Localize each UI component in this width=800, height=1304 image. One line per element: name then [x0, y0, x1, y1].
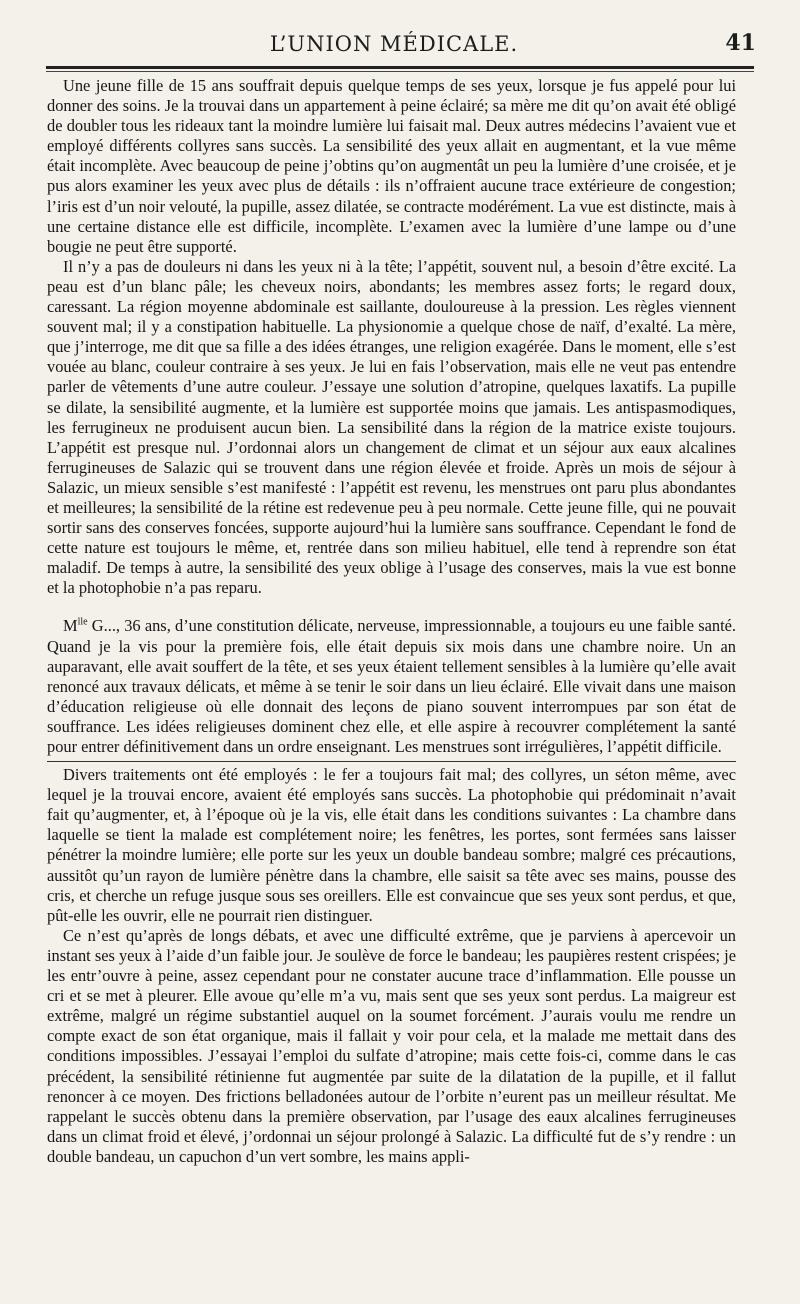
header-rule [46, 66, 754, 69]
paragraph-3-text: G..., 36 ans, d’une constitution délicate, nerveuse, impressionnable, a toujours eu une faible santé. Quand je la vis pour la première fois, elle était depuis six mois dans une chambre noire. Un an auparavant, elle avait souffert de la tête, et ses yeux étaient tellement sensibles à la lumière qu’elle avait renoncé aux travaux délicats, et même à se tenir le soir dans un lieu éclairé. Elle vivait dans une maison d’éducation religieuse où elle donnait des leçons de piano souvent interrompues par son état de souffrance. Les idées religieuses dominent chez elle, et elle aspire à recouvrer complétement la santé pour entrer définitivement dans un ordre enseignant. Les menstrues sont irrégulières, l’appétit difficile. [47, 616, 736, 756]
paragraph-3 [47, 616, 736, 757]
paragraph-2: Il n’y a pas de douleurs ni dans les yeux ni à la tête; l’appétit, souvent nul, a besoin d’être excité. La peau est d’un blanc pâle; les cheveux noirs, abondants; les membres assez forts; le regard doux, caressant. La région moyenne abdominale est saillante, douloureuse à la pression. Les règles viennent souvent mal; il y a constipation habituelle. La physionomie a quelque chose de naïf, d’exalté. La mère, que j’interroge, me dit que sa fille a des idées étranges, une religion exagérée. Dans le moment, elle s’est vouée au blanc, couleur contraire à ses yeux. Je lui en fais l’observation, mais elle ne veut pas entendre parler de vêtements d’une autre couleur. J’essaye une solution d’atropine, quelques laxatifs. La pupille se dilate, la sensibilité augmente, et la lumière est supportée moins que jamais. Les antispasmodiques, les ferrugineux ne produisent aucun bien. La sensibilité dans la région de la matrice existe toujours. L’appétit est presque nul. J’ordonnai alors un changement de climat et un séjour aux eaux alcalines ferrugineuses de Salazic qui se trouvent dans une région élevée et froide. Après un mois de séjour à Salazic, un mieux sensible s’est manifesté : l’appétit est revenu, les menstrues ont paru plus abondantes et meilleures; la sensibilité de la rétine est redevenue peu à peu normale. Cette jeune fille, qui ne pouvait sortir sans des conserves foncées, supporte aujourd’hui la lumière sans souffrance. Cependant le fond de cette nature est toujours le même, et, rentrée dans son milieu habituel, elle tend à reprendre son état maladif. De temps à autre, la sensibilité des yeux oblige à l’usage des conserves, mais la vue est bonne et la photophobie n’a pas reparu. [47, 256, 736, 598]
page-header [46, 28, 756, 64]
body-text [47, 76, 736, 1167]
case-prefix: M [63, 616, 78, 636]
paragraph-1: Une jeune fille de 15 ans souffrait depuis quelque temps de ses yeux, lorsque je fus appelé pour lui donner des soins. Je la trouvai dans un appartement à peine éclairé; sa mère me dit qu’on avait été obligé de doubler tous les rideaux tant la moindre lumière lui faisait mal. Deux autres médecins l’avaient vue et employé différents collyres sans succès. La sensibilité des yeux allait en augmentant, et la vue même était incomplète. Avec beaucoup de peine j’obtins qu’on augmentât un peu la lumière d’une croisée, et je pus alors examiner les yeux avec plus de détails : ils n’offraient aucune trace extérieure de congestion; l’iris est d’un noir velouté, la pupille, assez dilatée, se contracte modérément. La vue est distincte, mais à une certaine distance elle est difficile, incomplète. L’examen avec la lumière d’une lampe ou d’une bougie ne peut être supporté. [47, 76, 736, 256]
paragraph-4: Divers traitements ont été employés : le fer a toujours fait mal; des collyres, un séton même, avec lequel je la trouvai encore, avaient été employés sans succès. La photophobie qui prédominait n’avait fait qu’augmenter, et, à l’époque où je la vis, elle était dans les conditions suivantes : La chambre dans laquelle se tient la malade est complétement noire; les fenêtres, les portes, sont fermées sans laisser pénétrer la moindre lumière; elle porte sur les yeux un double bandeau sombre; malgré ces précautions, aussitôt qu’un rayon de lumière pénètre dans la chambre, elle saisit sa tête avec ses mains, pousse des cris, et cherche un refuge jusque sous ses oreillers. Elle est convaincue que ses yeux sont perdus, et que, pût-elle les ouvrir, elle ne pourrait rien distinguer. [47, 761, 736, 926]
header-rule-thin [46, 71, 754, 72]
running-head: L’UNION MÉDICALE. [269, 32, 519, 56]
case-prefix-sup: lle [77, 616, 88, 628]
paragraph-5: Ce n’est qu’après de longs débats, et avec une difficulté extrême, que je parviens à apercevoir un instant ses yeux à l’aide d’un faible jour. Je soulève de force le bandeau; les paupières restent crispées; je les entr’ouvre à peine, assez cependant pour ne constater aucune trace d’inflammation. Elle pousse un cri et se met à pleurer. Elle avoue qu’elle m’a vu, mais sent que ses yeux sont perdus. La maigreur est extrême, malgré un régime substantiel auquel on la soumet forcément. J’aurais voulu me rendre un compte exact de son état organique, mais il fallait y voir pour cela, et la malade me mettait dans des conditions impossibles. J’essayai l’emploi du sulfate d’atropine; mais cette fois-ci, comme dans le cas précédent, la sensibilité rétinienne fut augmentée par suite de la dilatation de la pupille, et il fallut renoncer à ce moyen. Des frictions belladonées autour de l’orbite n’eurent pas un meilleur résultat. Me rappelant le succès obtenu dans la première observation, par l’usage des eaux alcalines ferrugineuses dans un climat froid et élevé, j’ordonnai un séjour prolongé à Salazic. La difficulté fut de s’y rendre : un double bandeau, un capuchon d’un vert sombre, les mains appli- [47, 925, 736, 1166]
page-number: 41 [725, 30, 756, 56]
